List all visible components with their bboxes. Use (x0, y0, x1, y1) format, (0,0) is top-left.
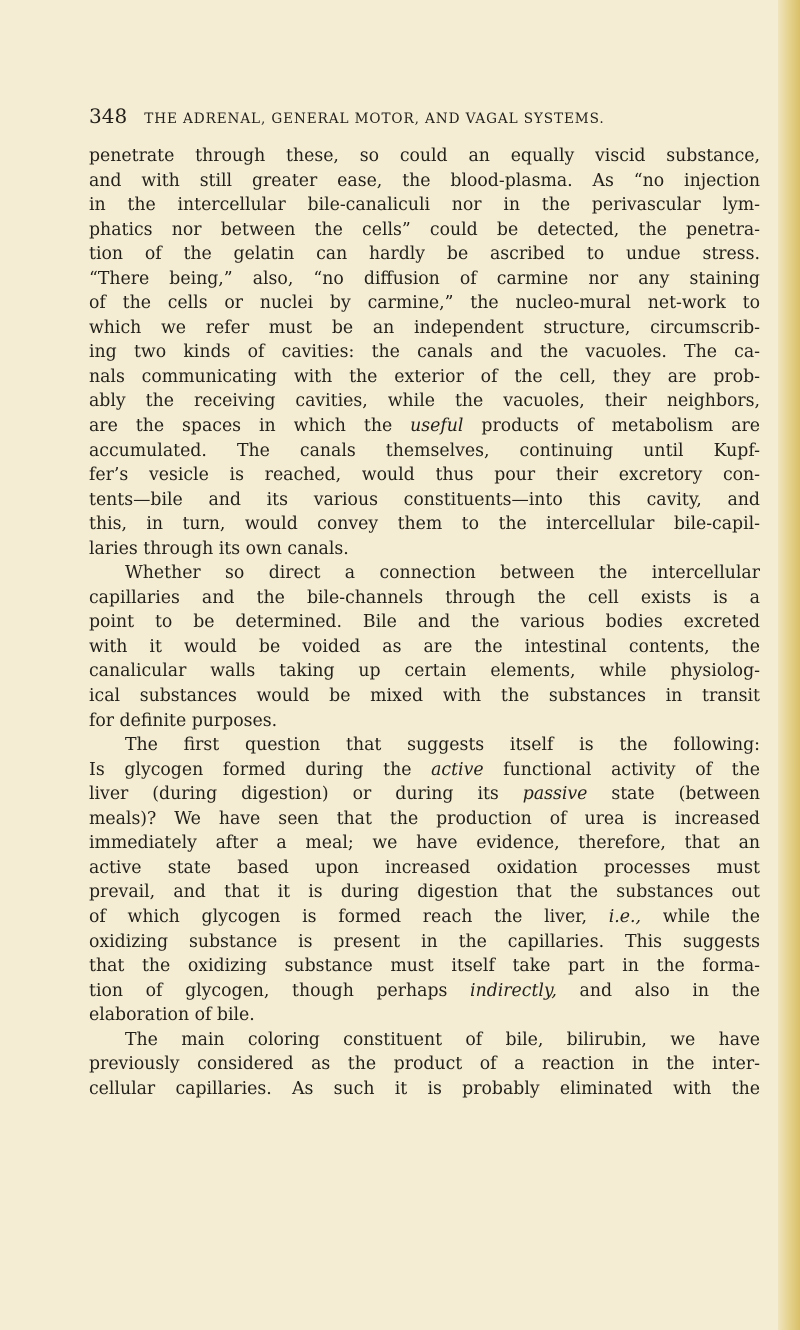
text-line: tion of the gelatin can hardly be ascribed to undue stress. (89, 244, 760, 265)
italic-term: active (431, 759, 484, 780)
italic-term: indirectly, (470, 980, 557, 1001)
text-line: oxidizing substance is present in the capillaries. This suggests (89, 931, 760, 952)
text-line: ing two kinds of cavities: the canals and the vacuoles. The ca- (89, 342, 760, 363)
text-line: previously considered as the product of a reaction in the inter- (89, 1054, 760, 1075)
text-line: capillaries and the bile-channels through the cell exists is a (89, 587, 760, 608)
text-line: accumulated. The canals themselves, continuing until Kupf- (89, 440, 760, 461)
page-header (89, 104, 779, 132)
italic-term: i.e., (608, 906, 641, 927)
text-line: of the cells or nuclei by carmine,” the nucleo-mural net-work to (89, 293, 760, 314)
text-line: fer’s vesicle is reached, would thus pour their excretory con- (89, 465, 760, 486)
text-line: prevail, and that it is during digestion that the substances out (89, 882, 760, 903)
text-line: elaboration of bile. (89, 1005, 255, 1026)
text-line: and with still greater ease, the blood-plasma. As “no injection (89, 170, 760, 191)
page-number: 348 (89, 104, 128, 128)
text-line: The main coloring constituent of bile, bilirubin, we have (125, 1029, 760, 1050)
page-edge (778, 0, 800, 1330)
text-line: penetrate through these, so could an equally viscid substance, (89, 146, 760, 166)
text-line: with it would be voided as are the intestinal contents, the (89, 636, 760, 657)
running-head: THE ADRENAL, GENERAL MOTOR, AND VAGAL SYSTEMS. (144, 111, 605, 127)
text-line: point to be determined. Bile and the various bodies excreted (89, 612, 760, 633)
text-line: laries through its own canals. (89, 538, 349, 559)
text-line: this, in turn, would convey them to the intercellular bile-capil- (89, 514, 760, 535)
text-line: canalicular walls taking up certain elements, while physiolog- (89, 661, 760, 682)
text-line: tents—bile and its various constituents—into this cavity, and (89, 489, 760, 510)
text-line: ably the receiving cavities, while the vacuoles, their neighbors, (89, 391, 760, 412)
italic-term: passive (522, 784, 588, 805)
italic-term: useful (410, 416, 464, 437)
body-text (89, 144, 760, 1101)
text-line: nals communicating with the exterior of the cell, they are prob- (89, 366, 760, 387)
text-line: active state based upon increased oxidation processes must (89, 857, 760, 878)
text-line: in the intercellular bile-canaliculi nor in the perivascular lym- (89, 195, 760, 216)
text-line: for definite purposes. (89, 710, 278, 731)
text-line: ical substances would be mixed with the substances in transit (89, 686, 760, 707)
text-line: cellular capillaries. As such it is probably eliminated with the (89, 1078, 760, 1099)
text-line: are the spaces in which the useful products of metabolism are (89, 416, 760, 437)
text-line: liver (during digestion) or during its passive state (between (89, 784, 760, 805)
text-line: of which glycogen is formed reach the liver, i.e., while the (89, 906, 760, 927)
text-line: tion of glycogen, though perhaps indirectly, and also in the (89, 980, 760, 1001)
text-line: Is glycogen formed during the active functional activity of the (89, 759, 760, 780)
text-line: The first question that suggests itself is the following: (125, 735, 760, 756)
text-line: phatics nor between the cells” could be detected, the penetra- (89, 219, 760, 240)
text-line: that the oxidizing substance must itself take part in the forma- (89, 956, 760, 977)
text-line: which we refer must be an independent structure, circumscrib- (89, 317, 760, 338)
text-line: Whether so direct a connection between the intercellular (125, 563, 760, 584)
text-line: “There being,” also, “no diffusion of carmine nor any staining (89, 268, 760, 289)
text-line: immediately after a meal; we have evidence, therefore, that an (89, 833, 760, 854)
text-line: meals)? We have seen that the production of urea is increased (89, 808, 760, 829)
